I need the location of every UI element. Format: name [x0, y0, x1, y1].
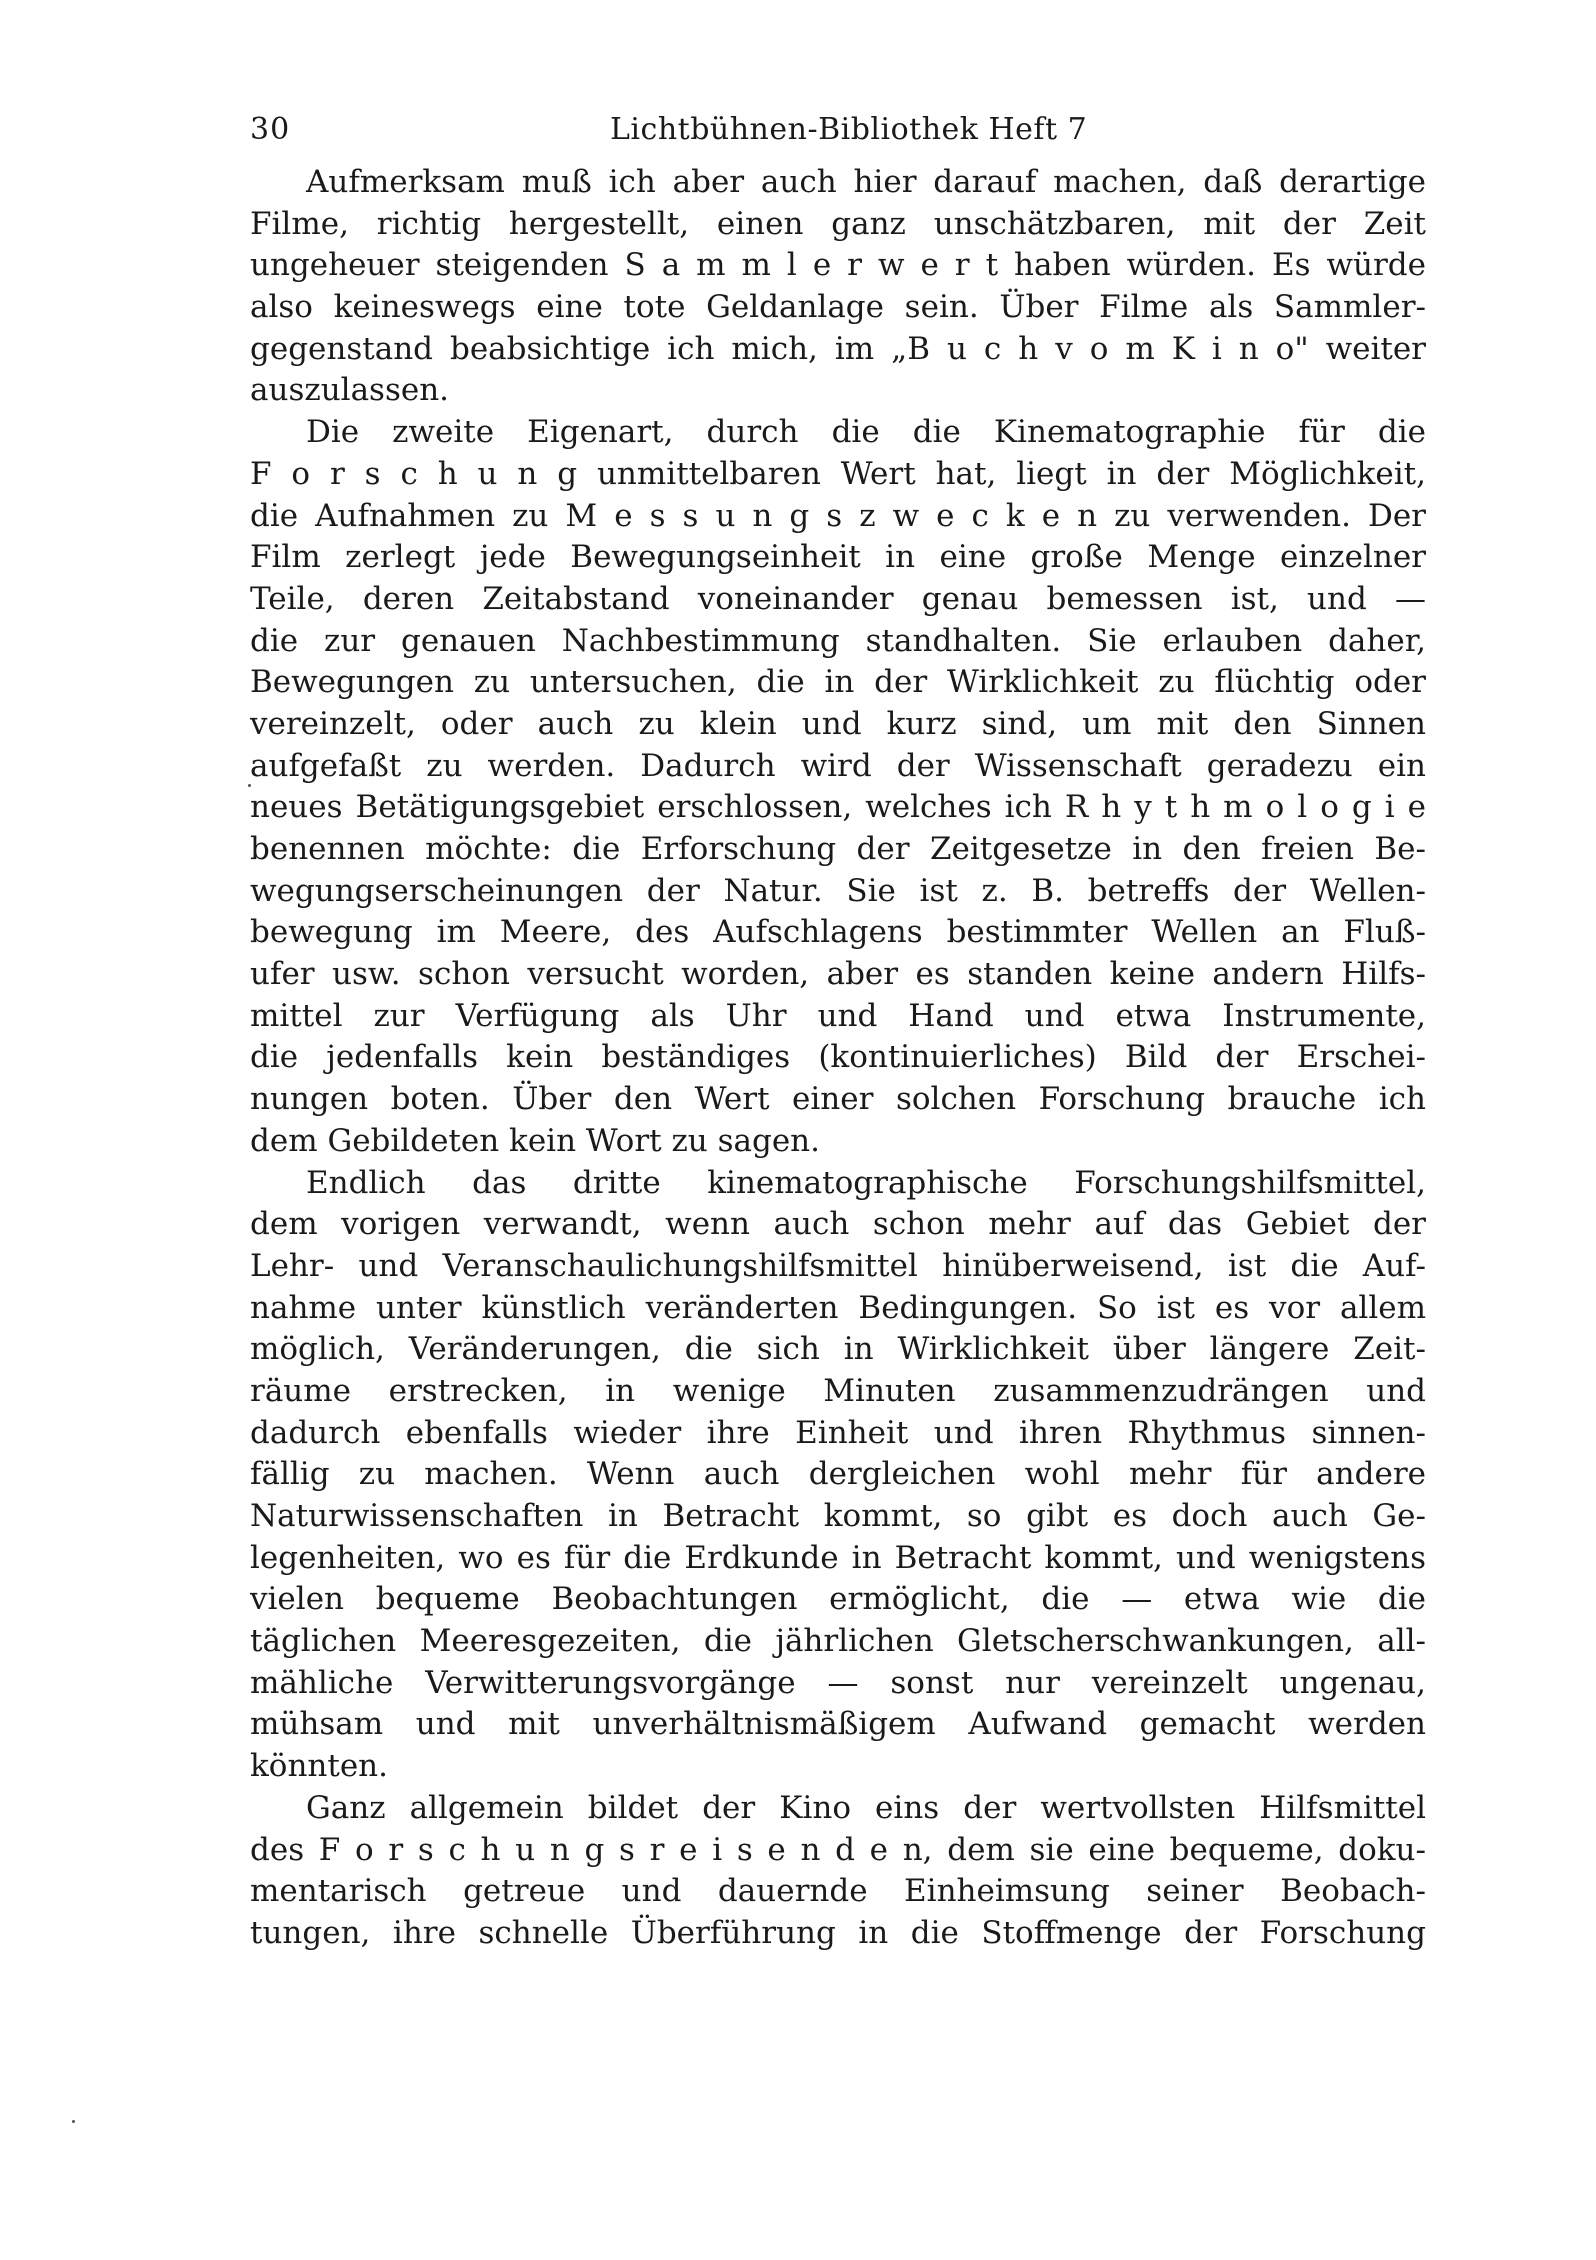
text-line: wegungserscheinungen der Natur. Sie ist z. B. betreffs der Wellen-: [250, 872, 1426, 909]
text-line: legenheiten, wo es für die Erdkunde in Betracht kommt, und wenigstens: [250, 1539, 1426, 1576]
text-line: tungen, ihre schnelle Überführung in die Stoffmenge der Forschung: [250, 1914, 1426, 1951]
text-line: die zur genauen Nachbestimmung standhalten. Sie erlauben daher,: [250, 622, 1426, 659]
text-line: dadurch ebenfalls wieder ihre Einheit und ihren Rhythmus sinnen-: [250, 1414, 1426, 1451]
text-line: auszulassen.: [250, 372, 450, 409]
text-line: also keineswegs eine tote Geldanlage sein. Über Filme als Sammler-: [250, 289, 1426, 326]
text-line: Die zweite Eigenart, durch die die Kinematographie für die: [306, 414, 1426, 451]
text-line: fällig zu machen. Wenn auch dergleichen wohl mehr für andere: [250, 1456, 1426, 1493]
paragraph: [250, 412, 1426, 1162]
text-line: mähliche Verwitterungsvorgänge — sonst nur vereinzelt ungenau,: [250, 1664, 1426, 1701]
text-line: Lehr- und Veranschaulichungshilfsmittel hinüberweisend, ist die Auf-: [250, 1247, 1426, 1284]
text-line: bewegung im Meere, des Aufschlagens bestimmter Wellen an Fluß-: [250, 914, 1426, 951]
text-line: vielen bequeme Beobachtungen ermöglicht, die — etwa wie die: [250, 1581, 1426, 1618]
paper-speck: [72, 2120, 75, 2123]
text-line: mühsam und mit unverhältnismäßigem Aufwand gemacht werden: [250, 1706, 1426, 1743]
page-number: 30: [250, 112, 291, 147]
text-line: ungeheuer steigenden S a m m l e r w e r t haben würden. Es würde: [250, 247, 1426, 284]
text-line: dem Gebildeten kein Wort zu sagen.: [250, 1122, 821, 1159]
text-line: mentarisch getreue und dauernde Einheimsung seiner Beobach-: [250, 1873, 1426, 1910]
text-line: aufgefaßt zu werden. Dadurch wird der Wissenschaft geradezu ein: [250, 747, 1426, 784]
text-line: dem vorigen verwandt, wenn auch schon mehr auf das Gebiet der: [250, 1206, 1426, 1243]
body-text: [250, 162, 1426, 1955]
text-line: F o r s c h u n g unmittelbaren Wert hat, liegt in der Möglichkeit,: [250, 455, 1426, 492]
text-line: Bewegungen zu untersuchen, die in der Wirklichkeit zu flüchtig oder: [250, 664, 1426, 701]
text-line: Naturwissenschaften in Betracht kommt, so gibt es doch auch Ge-: [250, 1498, 1426, 1534]
text-line: täglichen Meeresgezeiten, die jährlichen Gletscherschwankungen, all-: [250, 1623, 1426, 1660]
text-line: Teile, deren Zeitabstand voneinander genau bemessen ist, und —: [250, 580, 1426, 617]
text-line: nahme unter künstlich veränderten Bedingungen. So ist es vor allem: [250, 1289, 1426, 1326]
text-line: Ganz allgemein bildet der Kino eins der wertvollsten Hilfsmittel: [306, 1789, 1426, 1826]
text-line: benennen möchte: die Erforschung der Zeitgesetze in den freien Be-: [250, 831, 1426, 867]
text-line: die jedenfalls kein beständiges (kontinuierliches) Bild der Erschei-: [250, 1039, 1426, 1076]
text-line: möglich, Veränderungen, die sich in Wirklichkeit über längere Zeit-: [250, 1331, 1426, 1368]
paper-speck: [248, 784, 251, 787]
text-line: Aufmerksam muß ich aber auch hier darauf machen, daß derartige: [306, 164, 1426, 200]
text-line: Film zerlegt jede Bewegungseinheit in eine große Menge einzelner: [250, 539, 1426, 576]
page-header: [250, 112, 1420, 156]
text-line: Filme, richtig hergestellt, einen ganz unschätzbaren, mit der Zeit: [250, 205, 1426, 242]
text-line: vereinzelt, oder auch zu klein und kurz sind, um mit den Sinnen: [250, 705, 1426, 742]
paragraph: [250, 1163, 1426, 1788]
text-line: des F o r s c h u n g s r e i s e n d e n, dem sie eine bequeme, doku-: [250, 1831, 1426, 1868]
paragraph: [250, 1788, 1426, 1955]
running-title: Lichtbühnen-Bibliothek Heft 7: [610, 112, 1088, 147]
paragraph: [250, 162, 1426, 412]
text-line: neues Betätigungsgebiet erschlossen, welches ich R h y t h m o l o g i e: [250, 789, 1426, 826]
text-line: nungen boten. Über den Wert einer solchen Forschung brauche ich: [250, 1081, 1426, 1118]
text-line: könnten.: [250, 1748, 389, 1785]
text-line: räume erstrecken, in wenige Minuten zusammenzudrängen und: [250, 1372, 1426, 1409]
text-line: Endlich das dritte kinematographische Forschungshilfsmittel,: [306, 1164, 1426, 1201]
text-line: mittel zur Verfügung als Uhr und Hand und etwa Instrumente,: [250, 997, 1426, 1034]
text-line: ufer usw. schon versucht worden, aber es standen keine andern Hilfs-: [250, 956, 1426, 993]
text-line: gegenstand beabsichtige ich mich, im „B u c h v o m K i n o" weiter: [250, 330, 1426, 367]
text-line: die Aufnahmen zu M e s s u n g s z w e c k e n zu verwenden. Der: [250, 497, 1426, 534]
